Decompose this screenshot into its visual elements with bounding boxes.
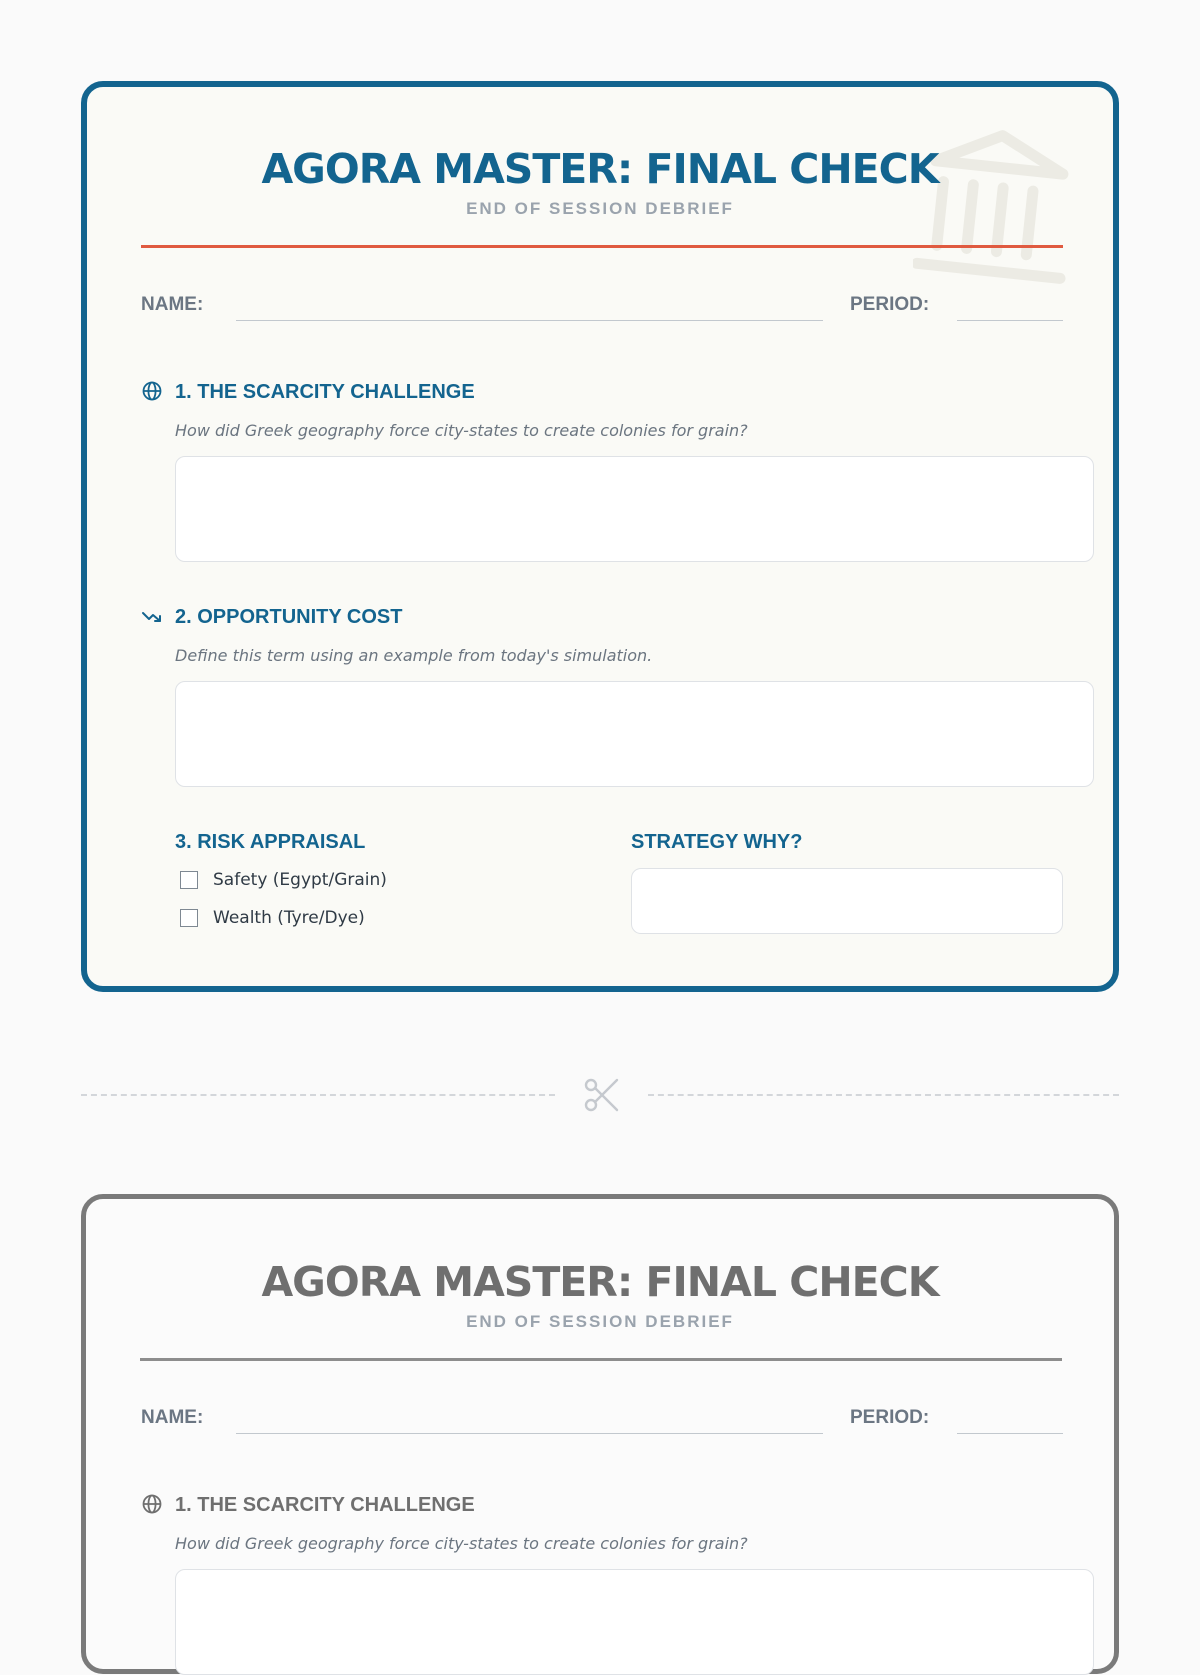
question-2-answer-box[interactable] xyxy=(175,681,1094,787)
worksheet-card xyxy=(81,81,1119,992)
name-label: NAME: xyxy=(141,1407,204,1428)
trend-down-icon xyxy=(141,605,163,627)
globe-icon xyxy=(141,380,163,402)
period-label: PERIOD: xyxy=(850,1407,930,1428)
question-2-title: 2. OPPORTUNITY COST xyxy=(175,606,403,628)
strategy-why-label: STRATEGY WHY? xyxy=(631,831,803,853)
question-1-title: 1. THE SCARCITY CHALLENGE xyxy=(175,1494,475,1516)
wealth-checkbox[interactable] xyxy=(180,909,198,927)
wealth-option-label: Wealth (Tyre/Dye) xyxy=(213,908,365,928)
cut-line-left xyxy=(81,1094,555,1096)
question-1-title: 1. THE SCARCITY CHALLENGE xyxy=(175,381,475,403)
strategy-answer-box[interactable] xyxy=(631,868,1063,934)
question-2-prompt: Define this term using an example from today's simulation. xyxy=(175,646,653,665)
question-1-answer-box[interactable] xyxy=(175,1569,1094,1675)
cut-line-right xyxy=(648,1094,1119,1096)
name-field[interactable] xyxy=(236,1433,823,1434)
worksheet-subtitle: END OF SESSION DEBRIEF xyxy=(466,1312,734,1331)
worksheet-card-grayscale xyxy=(81,1194,1119,1674)
title-divider xyxy=(141,245,1063,248)
question-1-prompt: How did Greek geography force city-states to create colonies for grain? xyxy=(175,421,748,440)
title-divider xyxy=(140,1358,1062,1361)
globe-icon xyxy=(141,1493,163,1515)
name-label: NAME: xyxy=(141,294,204,315)
period-label: PERIOD: xyxy=(850,294,930,315)
worksheet-title: AGORA MASTER: FINAL CHECK xyxy=(261,145,939,193)
worksheet-subtitle: END OF SESSION DEBRIEF xyxy=(466,199,734,218)
scissors-icon xyxy=(583,1076,621,1114)
period-field[interactable] xyxy=(957,1433,1063,1434)
safety-option-label: Safety (Egypt/Grain) xyxy=(213,870,387,890)
worksheet-title: AGORA MASTER: FINAL CHECK xyxy=(261,1258,939,1306)
risk-option-wealth[interactable] xyxy=(180,907,365,929)
name-field[interactable] xyxy=(236,320,823,321)
question-3-title: 3. RISK APPRAISAL xyxy=(175,831,366,853)
question-1-answer-box[interactable] xyxy=(175,456,1094,562)
period-field[interactable] xyxy=(957,320,1063,321)
question-1-prompt: How did Greek geography force city-states to create colonies for grain? xyxy=(175,1534,748,1553)
safety-checkbox[interactable] xyxy=(180,871,198,889)
risk-option-safety[interactable] xyxy=(180,869,387,891)
